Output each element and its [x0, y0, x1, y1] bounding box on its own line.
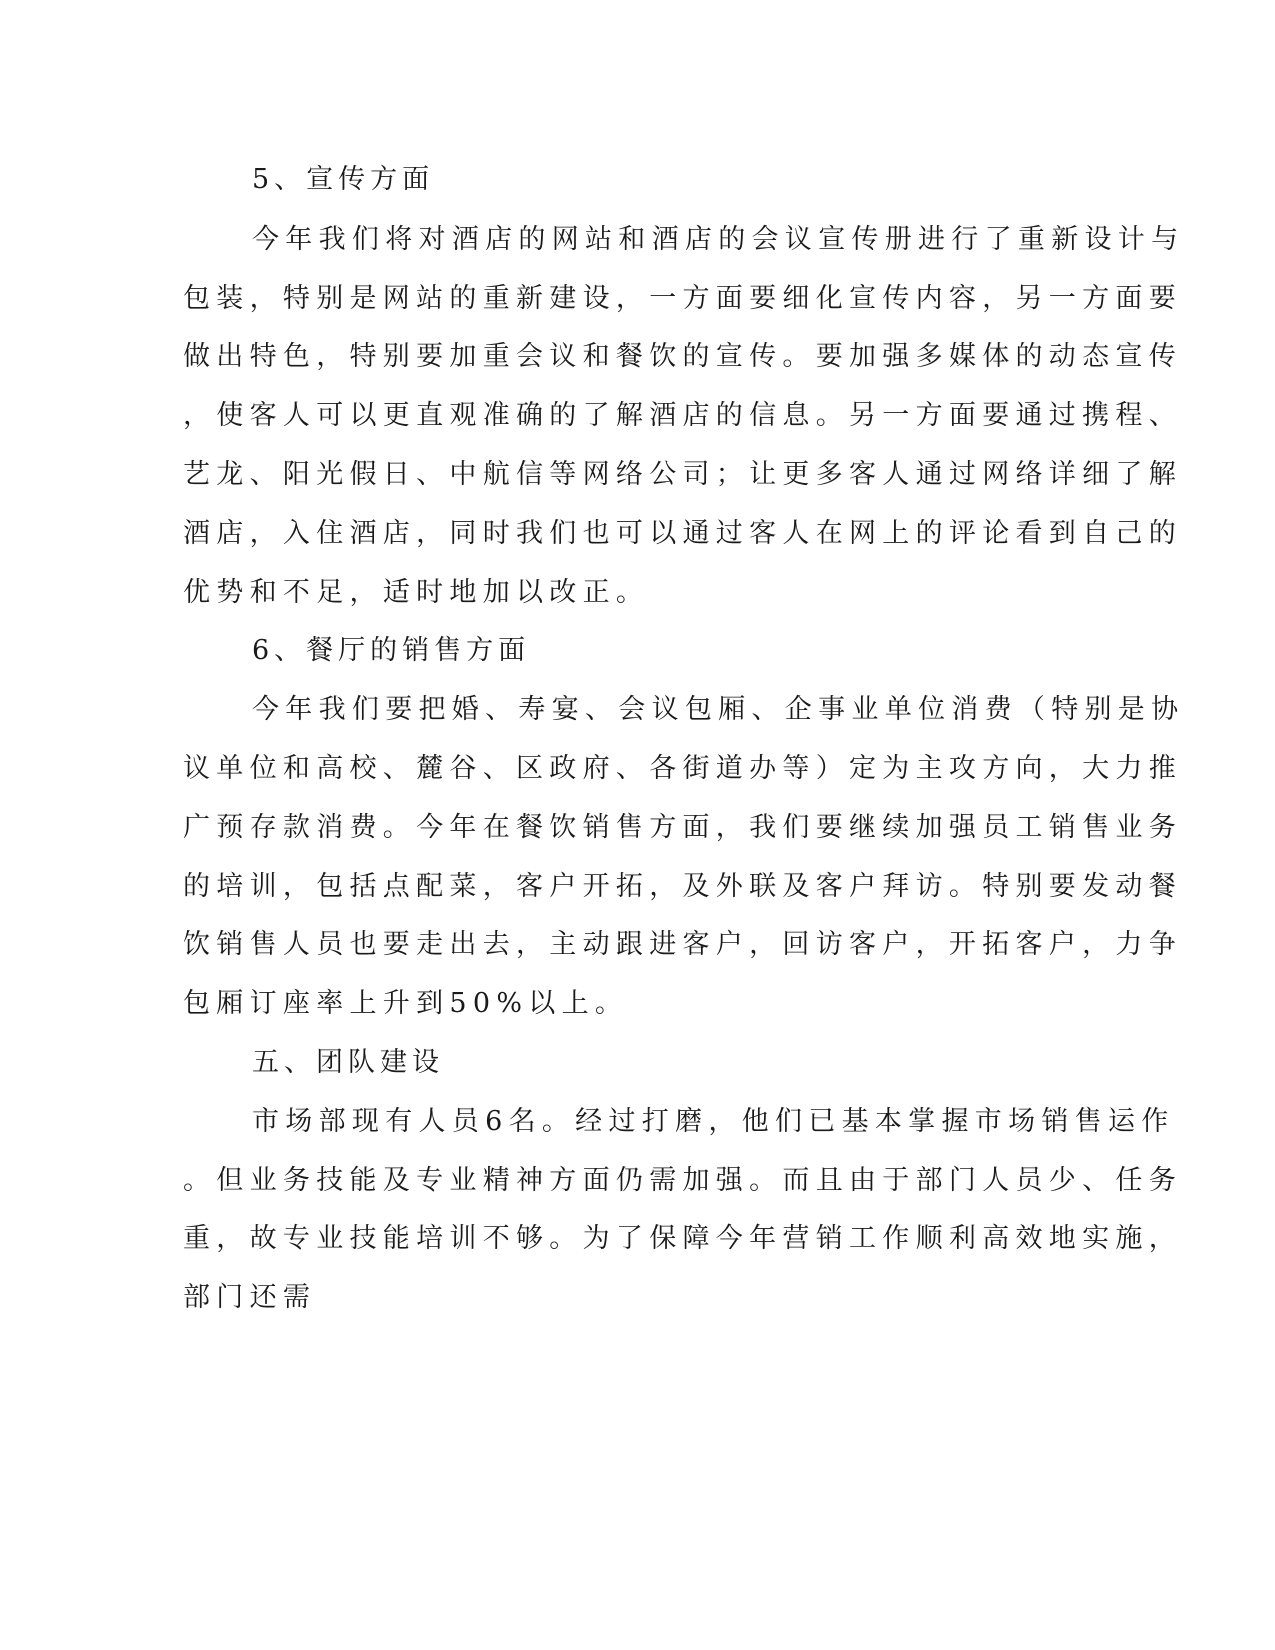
section-heading-publicity: 5、宣传方面 — [252, 164, 435, 195]
section-heading-restaurant-sales: 6、餐厅的销售方面 — [252, 635, 531, 666]
paragraph-line: 今年我们要把婚、寿宴、会议包厢、企事业单位消费（特别是协 — [252, 694, 1185, 725]
paragraph-line: ，使客人可以更直观准确的了解酒店的信息。另一方面要通过携程、 — [183, 400, 1182, 431]
paragraph-line: 包装，特别是网站的重新建设，一方面要细化宣传内容，另一方面要 — [183, 283, 1182, 314]
paragraph-line: 今年我们将对酒店的网站和酒店的会议宣传册进行了重新设计与 — [252, 224, 1185, 255]
paragraph-line: 广预存款消费。今年在餐饮销售方面，我们要继续加强员工销售业务 — [183, 812, 1182, 843]
paragraph-line: 做出特色，特别要加重会议和餐饮的宣传。要加强多媒体的动态宣传 — [183, 341, 1182, 372]
paragraph-line: 饮销售人员也要走出去，主动跟进客户，回访客户，开拓客户，力争 — [183, 929, 1182, 960]
paragraph-line: 优势和不足，适时地加以改正。 — [183, 577, 650, 608]
paragraph-line: 部门还需 — [183, 1282, 317, 1313]
paragraph-line: 议单位和高校、麓谷、区政府、各街道办等）定为主攻方向，大力推 — [183, 753, 1182, 784]
paragraph-line: 包厢订座率上升到50%以上。 — [183, 988, 629, 1019]
paragraph-line: 艺龙、阳光假日、中航信等网络公司；让更多客人通过网络详细了解 — [183, 459, 1182, 490]
section-heading-team-building: 五、团队建设 — [252, 1047, 444, 1078]
paragraph-line: 重，故专业技能培训不够。为了保障今年营销工作顺利高效地实施， — [183, 1223, 1182, 1254]
paragraph-line: 酒店，入住酒店，同时我们也可以通过客人在网上的评论看到自己的 — [183, 518, 1182, 549]
paragraph-line: 市场部现有人员6名。经过打磨，他们已基本掌握市场销售运作 — [252, 1106, 1175, 1137]
paragraph-line: 的培训，包括点配菜，客户开拓，及外联及客户拜访。特别要发动餐 — [183, 871, 1182, 902]
paragraph-line: 。但业务技能及专业精神方面仍需加强。而且由于部门人员少、任务 — [183, 1165, 1182, 1196]
